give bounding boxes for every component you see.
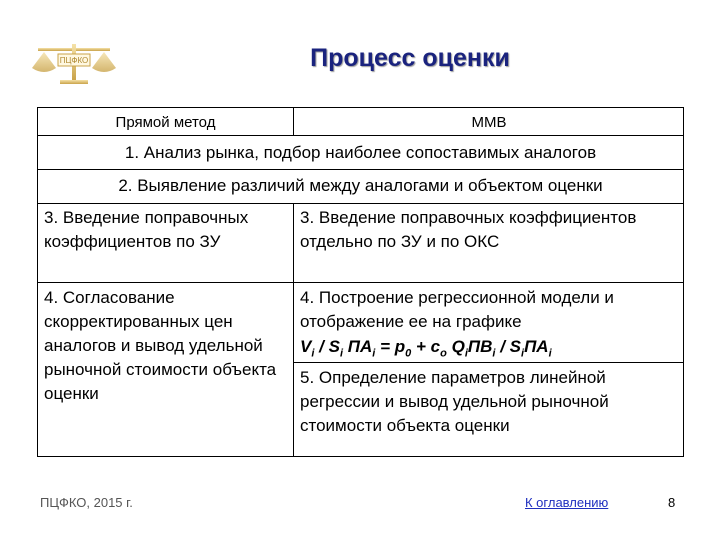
process-table — [37, 107, 684, 457]
row-regression-params: 5. Определение параметров линейной регрессии и вывод удельной рыночной стоимости объекта оценки — [300, 368, 609, 435]
row-reconciliation-direct: 4. Согласование скорректированных цен аналогов и вывод удельной рыночной стоимости объекта оценки — [44, 288, 277, 403]
row-market-analysis: 1. Анализ рынка, подбор наиболее сопоставимых аналогов — [124, 143, 597, 162]
row-divider — [38, 203, 683, 204]
row-divider — [38, 169, 683, 170]
column-divider — [293, 203, 294, 456]
row-coefficients-mmv: 3. Введение поправочных коэффициентов отдельно по ЗУ и по ОКС — [300, 208, 637, 251]
row-coefficients-direct: 3. Введение поправочных коэффициентов по ЗУ — [44, 208, 249, 251]
row-divider — [38, 282, 683, 283]
page-title: Процесс оценки — [310, 44, 510, 72]
row-regression-model: 4. Построение регрессионной модели и отображение ее на графике — [300, 288, 614, 331]
row-divider — [38, 135, 683, 136]
header-direct-method: Прямой метод — [115, 114, 216, 131]
footer-org-year: ПЦФКО, 2015 г. — [40, 495, 133, 510]
logo-right-pan — [92, 52, 116, 72]
regression-formula: $V_i / S_i$ $ПА_i = p_0 + c_o$ $Q_iПВ_i / S_iПА_i$ — [300, 337, 552, 360]
inner-divider — [294, 362, 683, 363]
logo-left-pan — [32, 52, 56, 72]
column-divider — [293, 108, 294, 135]
row-differences: 2. Выявление различий между аналогами и объектом оценки — [118, 176, 603, 195]
page-number: 8 — [668, 495, 676, 510]
pcfko-logo — [30, 40, 118, 88]
toc-link[interactable]: К оглавлению — [525, 495, 609, 510]
logo-text: ПЦФКО — [59, 56, 89, 65]
logo-base — [60, 80, 88, 84]
header-mmv: ММВ — [471, 114, 507, 131]
